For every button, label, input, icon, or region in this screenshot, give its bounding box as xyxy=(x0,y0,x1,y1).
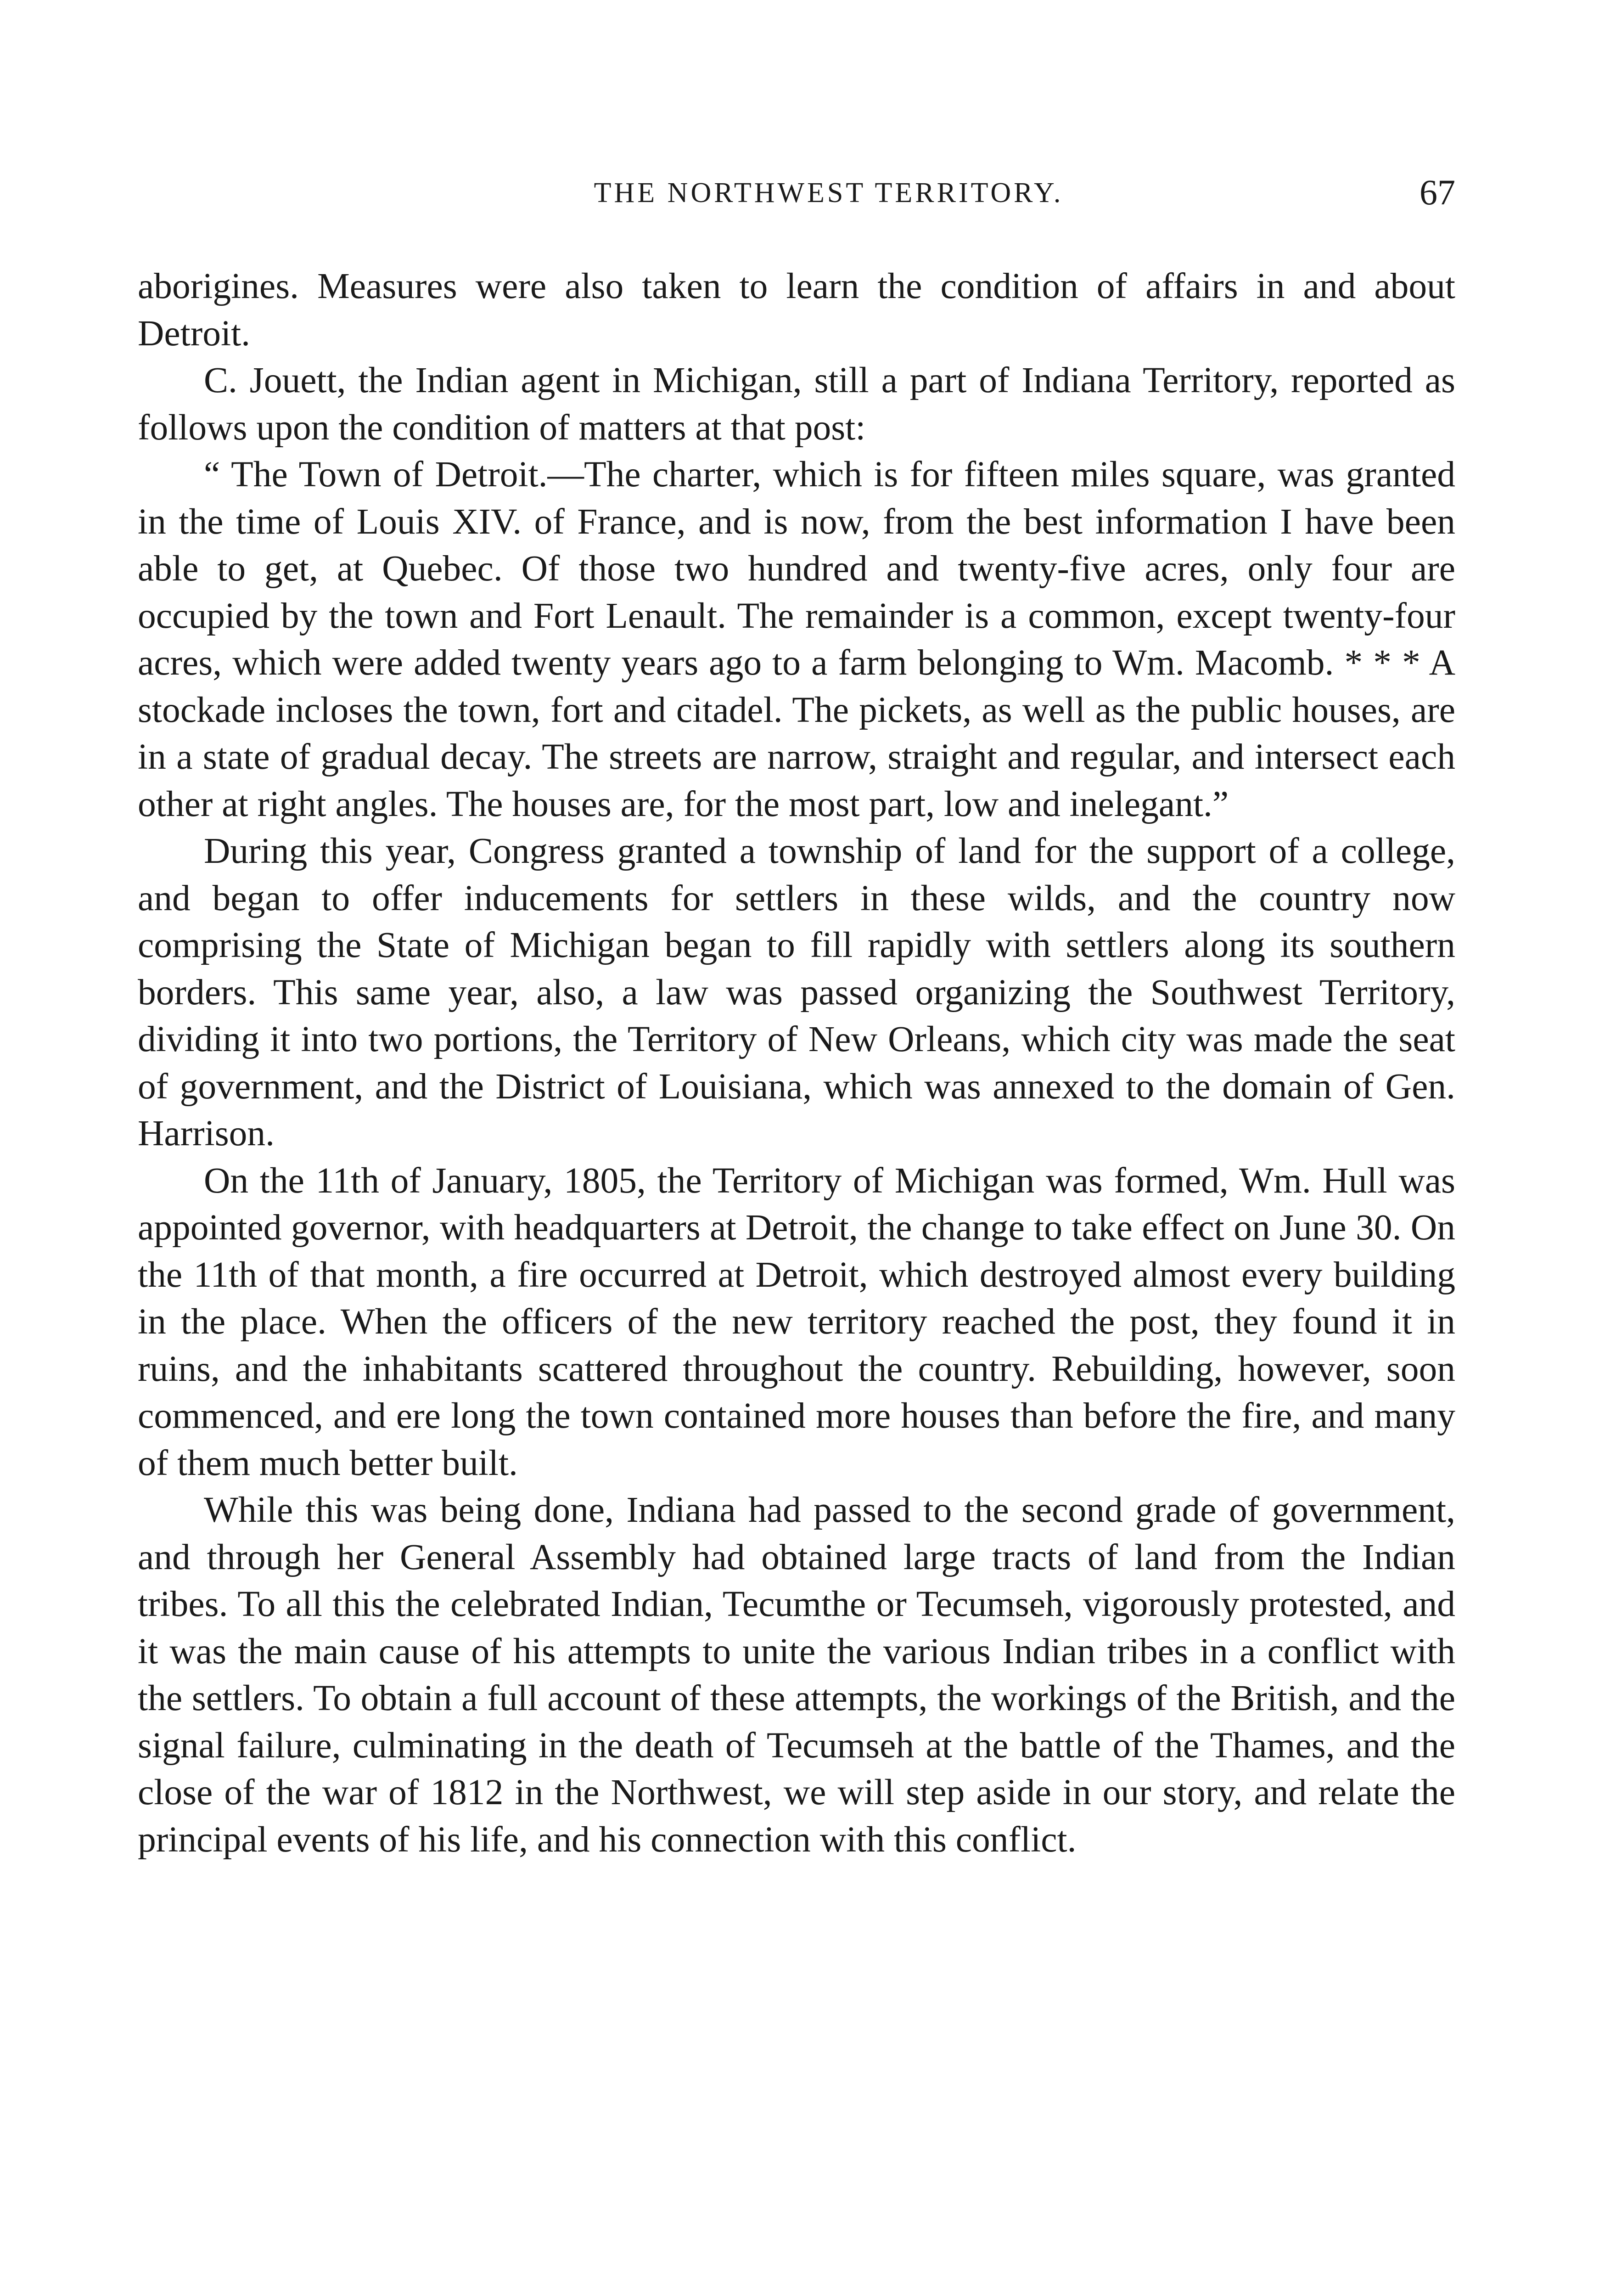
body-text xyxy=(138,263,1455,1863)
page-number: 67 xyxy=(1420,172,1455,212)
running-title: THE NORTHWEST TERRITORY. xyxy=(594,177,1064,208)
paragraph: While this was being done, Indiana had passed to the second grade of government, and through her General Assembly had obtained large tracts of land from the Indian tribes. To all this the celebrated Indian, Tecumthe or Tecumseh, vigorously protested, and it was the main cause of his attempts to unite the various Indian tribes in a conflict with the settlers. To obtain a full account of these attempts, the workings of the British, and the signal failure, culminating in the death of Tecumseh at the battle of the Thames, and the close of the war of 1812 in the Northwest, we will step aside in our story, and relate the principal events of his life, and his connection with this conflict. xyxy=(138,1490,1455,1860)
paragraph-quotation: “ The Town of Detroit.—The charter, which is for fifteen miles square, was granted in the time of Louis XIV. of France, and is now, from the best information I have been able to get, at Quebec. Of those two hundred and twenty-five acres, only four are occupied by the town and Fort Lenault. The remainder is a common, except twenty-four acres, which were added twenty years ago to a farm belonging to Wm. Macomb. * * * A stockade incloses the town, fort and citadel. The pickets, as well as the public houses, are in a state of gradual decay. The streets are narrow, straight and regular, and intersect each other at right angles. The houses are, for the most part, low and inelegant.” xyxy=(138,454,1455,824)
paragraph-continuation: aborigines. Measures were also taken to learn the condition of affairs in and about Detroit. xyxy=(138,266,1455,354)
running-head xyxy=(138,174,1455,225)
paragraph: During this year, Congress granted a township of land for the support of a college, and began to offer inducements for settlers in these wilds, and the country now comprising the State of Michigan began to fill rapidly with settlers along its southern borders. This same year, also, a law was passed organizing the Southwest Territory, dividing it into two portions, the Territory of New Orleans, which city was made the seat of government, and the District of Louisiana, which was annexed to the domain of Gen. Harrison. xyxy=(138,831,1455,1154)
paragraph: On the 11th of January, 1805, the Territory of Michigan was formed, Wm. Hull was appointed governor, with headquarters at Detroit, the change to take effect on June 30. On the 11th of that month, a fire occurred at Detroit, which destroyed almost every building in the place. When the officers of the new territory reached the post, they found it in ruins, and the inhabitants scattered throughout the country. Rebuilding, however, soon commenced, and ere long the town contained more houses than before the fire, and many of them much better built. xyxy=(138,1160,1455,1483)
paragraph: C. Jouett, the Indian agent in Michigan, still a part of Indiana Territory, reported as follows upon the condition of matters at that post: xyxy=(138,360,1455,448)
